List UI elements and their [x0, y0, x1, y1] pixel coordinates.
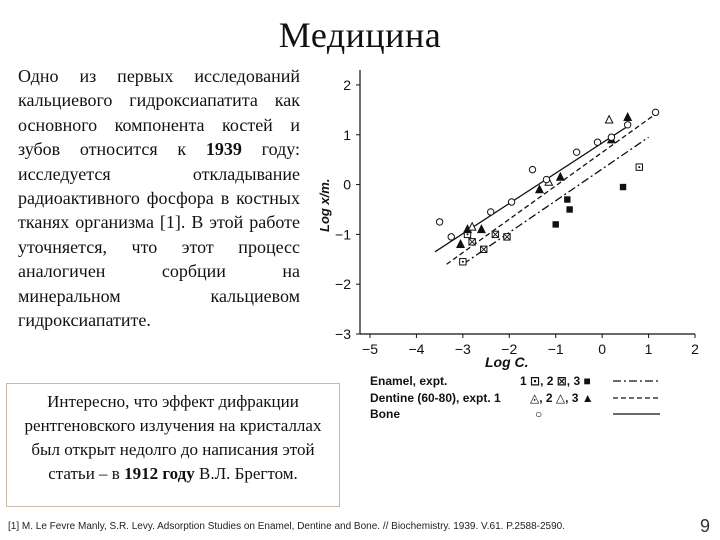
data-point-dentine — [605, 116, 612, 123]
data-point-bone — [508, 199, 514, 205]
paragraph-text-1: Одно из первых исследований кальциевого гидроксиапатита как основного компонента костей и зубов относится к — [18, 66, 300, 160]
y-ticks — [335, 77, 360, 342]
data-point-bone — [594, 139, 600, 145]
legend-enamel-markers: 1 ⊡, 2 ⊠, 3 ■ — [520, 374, 591, 388]
y-tick-label: 0 — [343, 176, 351, 193]
y-tick-label: 2 — [343, 76, 351, 93]
y-tick-label: −1 — [335, 226, 351, 243]
data-point-bone — [624, 122, 630, 128]
data-point-bone — [488, 209, 494, 215]
x-tick-label: −2 — [501, 341, 518, 357]
data-point-enamel — [620, 184, 626, 190]
data-point-enamel — [481, 246, 487, 252]
legend-bone-markers: ○ — [535, 407, 543, 421]
footnote: [1] M. Le Fevre Manly, S.R. Levy. Adsorption Studies on Enamel, Dentine and Bone. // Biochemistry. 1939. V.61. P.2588-2590. — [8, 521, 565, 532]
paragraph-text-2: году: исследуется откладывание радиоактивного фосфора в костных тканях организма [1]. В этой работе уточняется, что этот процесс аналогичен сорбции на минеральном кальциевом гидроксиапатите. — [18, 139, 300, 331]
legend-dentine-label: Dentine (60-80), expt. 1 — [370, 391, 501, 405]
data-point-dentine — [478, 225, 485, 232]
note-text-1: Интересно, что эффект дифракции рентгеновского излучения на кристаллах был открыт недолго до написания этой статьи – в — [24, 392, 322, 483]
y-tick-label: 1 — [343, 126, 351, 143]
data-point-dentine — [536, 185, 543, 192]
data-point-enamel — [566, 206, 572, 212]
data-point-dentine — [457, 240, 464, 247]
y-axis-label: Log x/m. — [317, 178, 332, 232]
data-point-enamel — [504, 234, 510, 240]
page-title: Медицина — [278, 15, 442, 55]
y-tick-label: −3 — [335, 326, 351, 342]
x-axis-label: Log C. — [485, 354, 529, 370]
legend — [370, 374, 660, 421]
legend-bone-label: Bone — [370, 407, 400, 421]
data-points — [436, 109, 658, 265]
data-point-enamel — [460, 259, 466, 265]
x-tick-label: −4 — [408, 341, 425, 357]
x-tick-label: 0 — [598, 341, 607, 357]
data-point-bone — [529, 166, 535, 172]
note-box — [6, 383, 340, 507]
main-paragraph — [18, 64, 300, 332]
data-point-enamel — [469, 239, 475, 245]
x-tick-label: −5 — [362, 341, 378, 357]
page-number: 9 — [700, 516, 711, 536]
data-point-dentine — [624, 113, 631, 120]
data-point-enamel — [492, 231, 498, 237]
plot-frame — [360, 70, 695, 334]
y-tick-label: −2 — [335, 276, 351, 293]
x-tick-label: −1 — [547, 341, 564, 357]
data-point-bone — [543, 176, 549, 182]
adsorption-figure — [315, 62, 715, 432]
note-year: 1912 году — [124, 464, 195, 483]
data-point-bone — [448, 234, 454, 240]
data-point-bone — [608, 134, 614, 140]
legend-dentine-markers: ◬, 2 △, 3 ▲ — [530, 391, 594, 405]
x-ticks — [362, 334, 699, 357]
x-tick-label: 1 — [644, 341, 653, 357]
x-tick-label: −3 — [454, 341, 471, 357]
data-point-enamel — [553, 221, 559, 227]
paragraph-year: 1939 — [205, 139, 242, 160]
data-point-bone — [652, 109, 658, 115]
legend-enamel-label: Enamel, expt. — [370, 374, 448, 388]
data-point-bone — [573, 149, 579, 155]
note-text-2: В.Л. Брегтом. — [194, 464, 298, 483]
data-point-bone — [436, 219, 442, 225]
x-tick-label: 2 — [691, 341, 699, 357]
data-point-enamel — [564, 196, 570, 202]
data-point-enamel — [636, 164, 642, 170]
fit-line-enamel — [463, 137, 649, 264]
data-point-dentine — [557, 173, 564, 180]
